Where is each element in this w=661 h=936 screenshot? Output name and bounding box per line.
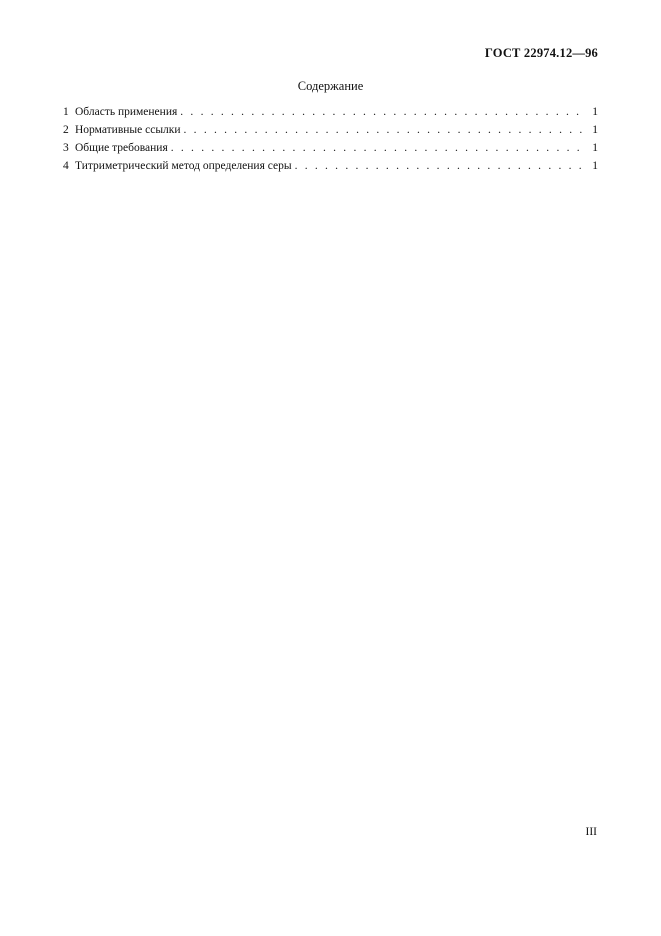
toc-item[interactable]	[63, 121, 598, 139]
toc-item[interactable]	[63, 157, 598, 175]
table-of-contents	[63, 103, 598, 175]
toc-item-page: 1	[592, 124, 598, 136]
toc-item-text: Область применения	[75, 106, 178, 118]
toc-leader-dots	[171, 139, 586, 157]
toc-leader-dots	[184, 121, 586, 139]
page-number: III	[585, 826, 597, 838]
toc-item-page: 1	[592, 142, 598, 154]
toc-item-number: 3	[63, 142, 69, 154]
toc-title: Содержание	[297, 79, 364, 93]
toc-item-page: 1	[592, 106, 598, 118]
toc-leader-dots	[295, 157, 586, 175]
toc-item-page: 1	[592, 160, 598, 172]
toc-item-text: Титриметрический метод определения серы	[75, 160, 292, 172]
toc-item-number: 1	[63, 106, 69, 118]
toc-item[interactable]	[63, 139, 598, 157]
toc-item-text: Нормативные ссылки	[75, 124, 181, 136]
document-code: ГОСТ 22974.12—96	[484, 46, 598, 60]
toc-item[interactable]	[63, 103, 598, 121]
toc-item-text: Общие требования	[75, 142, 168, 154]
toc-item-number: 2	[63, 124, 69, 136]
toc-leader-dots	[180, 103, 586, 121]
toc-item-number: 4	[63, 160, 69, 172]
